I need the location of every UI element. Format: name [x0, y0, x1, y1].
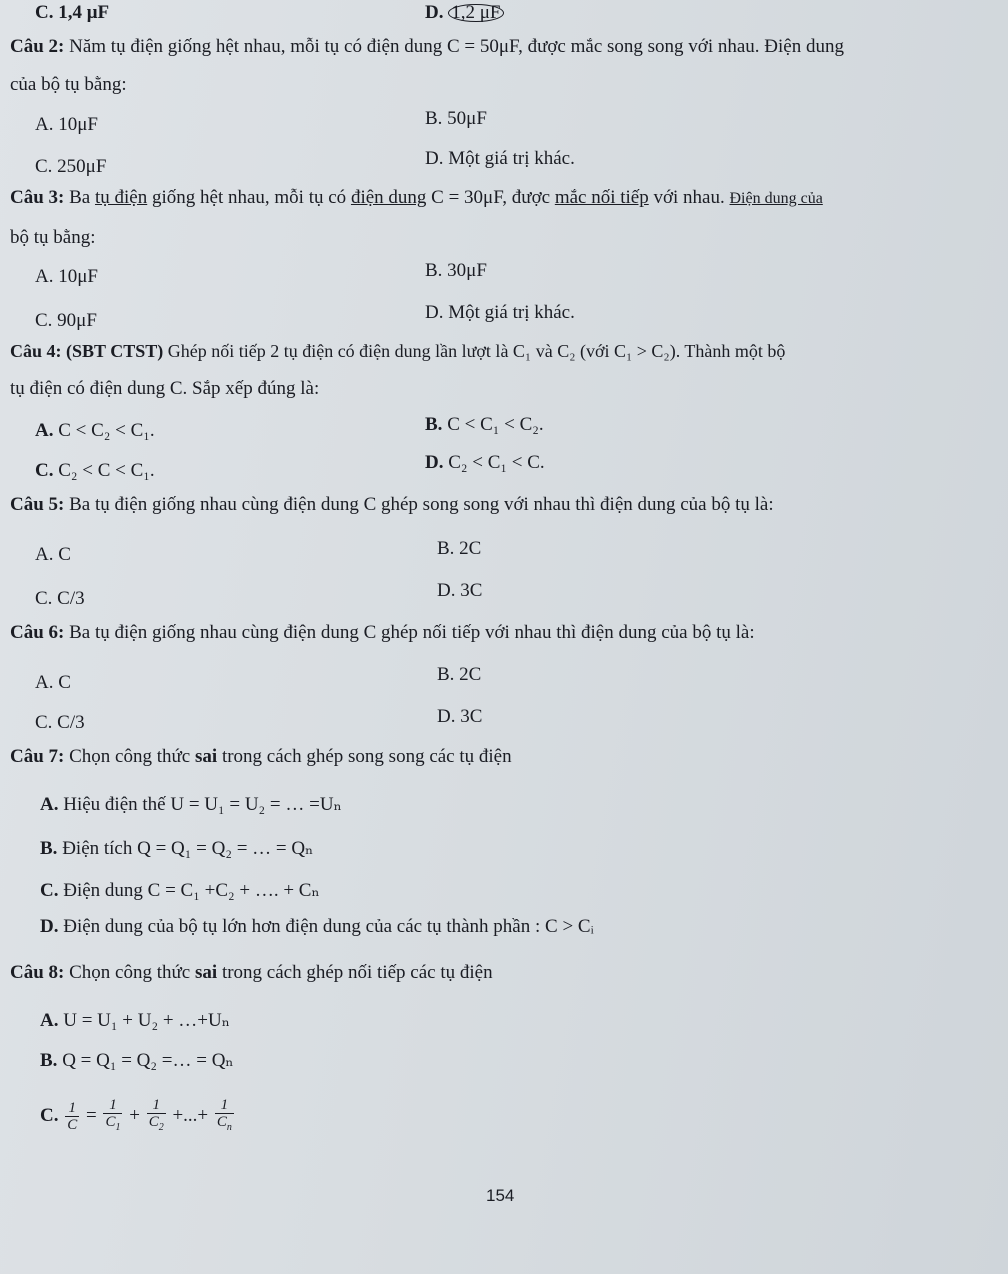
- q6-option-b: B. 2C: [437, 664, 482, 685]
- option-label: D.: [425, 452, 444, 473]
- option-text: Hiệu điện thế U = U₁ = U₂ = … =Uₙ: [63, 794, 342, 815]
- option-text: Điện dung của bộ tụ lớn hơn điện dung của các tụ thành phần : C > Cᵢ: [63, 916, 594, 937]
- q3-option-a: A. 10μF: [35, 266, 98, 287]
- q4-option-a: [35, 420, 155, 442]
- option-text: Q = Q₁ = Q₂ =… = Qₙ: [62, 1050, 234, 1071]
- fraction-1-over-c1: [103, 1097, 122, 1136]
- option-label: D.: [40, 916, 59, 937]
- text-part: Chọn công thức: [69, 746, 195, 767]
- option-label: B.: [40, 1050, 58, 1071]
- q7-option-b: [40, 838, 313, 860]
- option-label: B.: [425, 414, 443, 435]
- q2-option-a: A. 10μF: [35, 114, 98, 135]
- denominator-symbol: C: [67, 1117, 78, 1134]
- q7-option-a: [40, 794, 342, 816]
- q4-stem-line2: tụ điện có điện dung C. Sắp xếp đúng là:: [10, 378, 320, 399]
- text-part: Ba: [69, 187, 95, 208]
- option-text: C < C₁ < C₂.: [447, 414, 544, 435]
- q7-stem: [10, 746, 512, 768]
- q2-option-b: B. 50μF: [425, 108, 487, 129]
- fraction-numerator: 1: [147, 1097, 166, 1114]
- question-label: Câu 6:: [10, 622, 65, 643]
- fraction-denominator: [147, 1114, 166, 1136]
- q3-option-b: B. 30μF: [425, 260, 487, 281]
- equals-sign: =: [86, 1105, 97, 1126]
- text-part: trong cách ghép nối tiếp các tụ điện: [217, 962, 493, 983]
- option-text: C₂ < C₁ < C.: [448, 452, 545, 473]
- text-part: Chọn công thức: [69, 962, 195, 983]
- q2-stem-line1: [10, 36, 844, 58]
- plus-ellipsis: +...+: [172, 1105, 209, 1126]
- question-label: Câu 4: (SBT CTST): [10, 341, 164, 361]
- question-label: Câu 8:: [10, 962, 65, 983]
- denominator-subscript: 2: [158, 1122, 164, 1134]
- q5-stem: [10, 494, 774, 516]
- fraction-numerator: 1: [65, 1100, 79, 1117]
- q8-option-a: [40, 1010, 230, 1032]
- option-text: C. 1,4 μF: [35, 2, 110, 23]
- text-part: với nhau.: [648, 187, 730, 208]
- q4-option-c: [35, 460, 155, 482]
- circled-answer: 1,2 μF: [448, 4, 503, 22]
- q6-option-d: D. 3C: [437, 706, 483, 727]
- q3-option-c: C. 90μF: [35, 310, 97, 331]
- q1-option-d: [425, 2, 504, 24]
- fraction-1-over-c2: [147, 1097, 166, 1136]
- option-label: C.: [40, 880, 59, 901]
- underlined-text: mắc nối tiếp: [554, 187, 649, 208]
- q4-option-b: [425, 414, 544, 436]
- fraction-1-over-cn: [215, 1097, 234, 1136]
- q3-stem-line2: bộ tụ bằng:: [10, 227, 96, 248]
- option-label: D.: [425, 2, 444, 23]
- fraction-denominator: [65, 1117, 79, 1133]
- option-label: C.: [40, 1105, 59, 1126]
- text-part: C = 30μF, được: [426, 187, 555, 208]
- page-number: 154: [486, 1186, 515, 1205]
- underlined-text: Điện dung của: [729, 190, 823, 207]
- question-label: Câu 3:: [10, 187, 65, 208]
- option-text: C < C₂ < C₁.: [58, 420, 155, 441]
- q5-option-b: B. 2C: [437, 538, 482, 559]
- plus-sign: +: [129, 1105, 140, 1126]
- q6-option-c: C. C/3: [35, 712, 85, 733]
- q1-option-c: [35, 2, 109, 24]
- option-text: C₂ < C < C₁.: [58, 460, 155, 481]
- q2-option-d: D. Một giá trị khác.: [425, 148, 575, 169]
- bold-text: sai: [195, 962, 218, 983]
- fraction-numerator: 1: [103, 1097, 122, 1114]
- option-text: Điện dung C = C₁ +C₂ + …. + Cₙ: [63, 880, 320, 901]
- denominator-symbol: C: [105, 1114, 116, 1131]
- q5-option-d: D. 3C: [437, 580, 483, 601]
- q5-option-c: C. C/3: [35, 588, 85, 609]
- option-label: A.: [35, 420, 54, 441]
- option-text: Điện tích Q = Q₁ = Q₂ = … = Qₙ: [62, 838, 314, 859]
- q2-option-c: C. 250μF: [35, 156, 107, 177]
- q8-stem: [10, 962, 493, 984]
- q5-option-a: A. C: [35, 544, 71, 565]
- option-label: A.: [40, 794, 59, 815]
- q3-stem-line1: [10, 187, 823, 210]
- option-label: C.: [35, 460, 54, 481]
- question-text: Năm tụ điện giống hệt nhau, mỗi tụ có điện dung C = 50μF, được mắc song song với nhau. Điện dung: [69, 36, 844, 57]
- q7-option-c: [40, 880, 320, 902]
- underlined-text: tụ điện: [94, 187, 148, 208]
- q2-stem-line2: của bộ tụ bằng:: [10, 74, 127, 95]
- q8-option-c: [40, 1096, 236, 1136]
- q6-option-a: A. C: [35, 672, 71, 693]
- denominator-symbol: C: [216, 1114, 227, 1131]
- question-label: Câu 5:: [10, 494, 65, 515]
- question-text: Ghép nối tiếp 2 tụ điện có điện dung lần lượt là C₁ và C₂ (với C₁ > C₂). Thành một bộ: [167, 341, 786, 361]
- question-label: Câu 7:: [10, 746, 65, 767]
- underlined-text: điện dung: [350, 187, 427, 208]
- option-text: U = U₁ + U₂ + …+Uₙ: [63, 1010, 230, 1031]
- option-label: A.: [40, 1010, 59, 1031]
- denominator-subscript: 1: [115, 1122, 121, 1134]
- fraction-1-over-c: [65, 1100, 79, 1133]
- option-label: B.: [40, 838, 58, 859]
- q6-stem: [10, 622, 755, 644]
- denominator-subscript: n: [226, 1122, 232, 1134]
- denominator-symbol: C: [148, 1114, 159, 1131]
- question-text: Ba tụ điện giống nhau cùng điện dung C ghép song song với nhau thì điện dung của bộ tụ là:: [69, 494, 774, 515]
- q7-option-d: [40, 916, 594, 938]
- q4-option-d: [425, 452, 545, 474]
- bold-text: sai: [195, 746, 218, 767]
- text-part: trong cách ghép song song các tụ điện: [217, 746, 512, 767]
- fraction-numerator: 1: [215, 1097, 234, 1114]
- text-part: giống hệt nhau, mỗi tụ có: [147, 187, 351, 208]
- q4-stem-line1: [10, 340, 785, 362]
- question-text: Ba tụ điện giống nhau cùng điện dung C ghép nối tiếp với nhau thì điện dung của bộ tụ là:: [69, 622, 755, 643]
- q3-option-d: D. Một giá trị khác.: [425, 302, 575, 323]
- fraction-denominator: [103, 1114, 122, 1136]
- question-label: Câu 2:: [10, 36, 65, 57]
- fraction-denominator: [215, 1114, 234, 1136]
- q8-option-b: [40, 1050, 234, 1072]
